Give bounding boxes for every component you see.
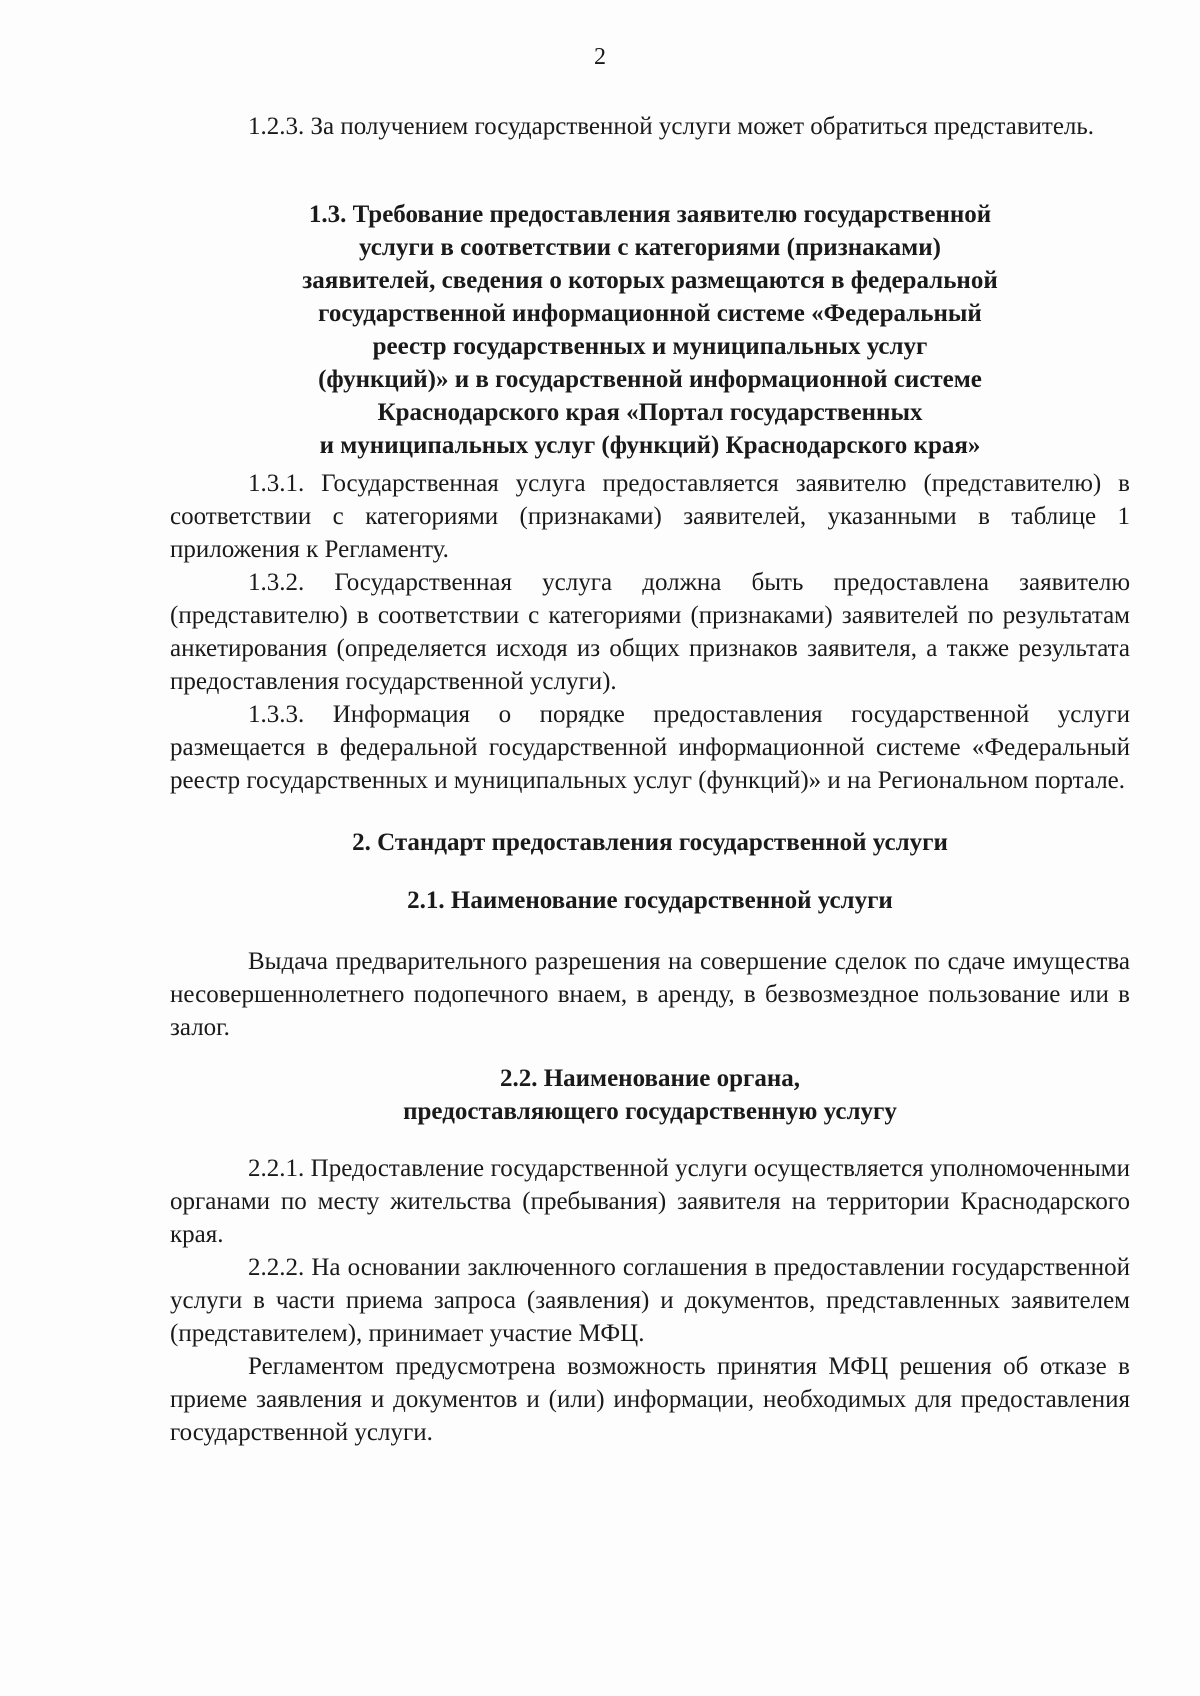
- heading-2-2: [170, 1062, 1130, 1128]
- heading-line: и муниципальных услуг (функций) Краснодарского края»: [319, 432, 981, 459]
- paragraph-1-3-1: 1.3.1. Государственная услуга предоставляется заявителю (представителю) в соответствии с категориями (признаками) заявителей, указанными в таблице 1 приложения к Регламенту.: [170, 470, 1130, 563]
- heading-line: государственной информационной системе «Федеральный: [318, 300, 982, 327]
- paragraph-2-2-1: 2.2.1. Предоставление государственной услуги осуществляется уполномоченными органами по месту жительства (пребывания) заявителя на территории Краснодарского края.: [170, 1155, 1130, 1248]
- paragraph-1-3-2: 1.3.2. Государственная услуга должна быть предоставлена заявителю (представителю) в соответствии с категориями (признаками) заявителей по результатам анкетирования (определяется исходя из общих признаков заявителя, а также результата предоставления государственной услуги).: [170, 569, 1130, 695]
- heading-line: Краснодарского края «Портал государственных: [377, 399, 923, 426]
- heading-line: 2.1. Наименование государственной услуги: [407, 887, 893, 914]
- section-2-2-paragraphs: [170, 1152, 1130, 1449]
- heading-2: [170, 826, 1130, 859]
- heading-line: реестр государственных и муниципальных услуг: [372, 333, 928, 360]
- heading-line: 2. Стандарт предоставления государственной услуги: [352, 829, 948, 856]
- heading-line: предоставляющего государственную услугу: [403, 1098, 897, 1125]
- paragraph-text: 1.2.3. За получением государственной услуги может обратиться представитель.: [248, 113, 1095, 140]
- heading-line: 2.2. Наименование органа,: [499, 1065, 801, 1092]
- heading-line: 1.3. Требование предоставления заявителю государственной: [308, 201, 992, 228]
- paragraph-text: Выдача предварительного разрешения на совершение сделок по сдаче имущества несовершеннолетнего подопечного внаем, в аренду, в безвозмездное пользование или в залог.: [170, 948, 1130, 1041]
- paragraph-2-2-3: Регламентом предусмотрена возможность принятия МФЦ решения об отказе в приеме заявления и документов и (или) информации, необходимых для предоставления государственной услуги.: [170, 1353, 1130, 1446]
- section-1-3-paragraphs: [170, 467, 1130, 797]
- paragraph-1-3-3: 1.3.3. Информация о порядке предоставления государственной услуги размещается в федеральной государственной информационной системе «Федеральный реестр государственных и муниципальных услуг (функций)» и на Региональном портале.: [170, 701, 1130, 794]
- page-number: 2: [594, 44, 606, 70]
- paragraph-2-1: [170, 945, 1130, 1044]
- paragraph-1-2-3: [170, 110, 1130, 143]
- paragraph-2-2-2: 2.2.2. На основании заключенного соглашения в предоставлении государственной услуги в части приема запроса (заявления) и документов, представленных заявителем (представителем), принимает участие МФЦ.: [170, 1254, 1130, 1347]
- heading-1-3: [170, 198, 1130, 462]
- heading-2-1: [170, 884, 1130, 917]
- heading-line: (функций)» и в государственной информационной системе: [318, 366, 982, 393]
- heading-line: услуги в соответствии с категориями (признаками): [359, 234, 941, 261]
- heading-line: заявителей, сведения о которых размещаются в федеральной: [302, 267, 998, 294]
